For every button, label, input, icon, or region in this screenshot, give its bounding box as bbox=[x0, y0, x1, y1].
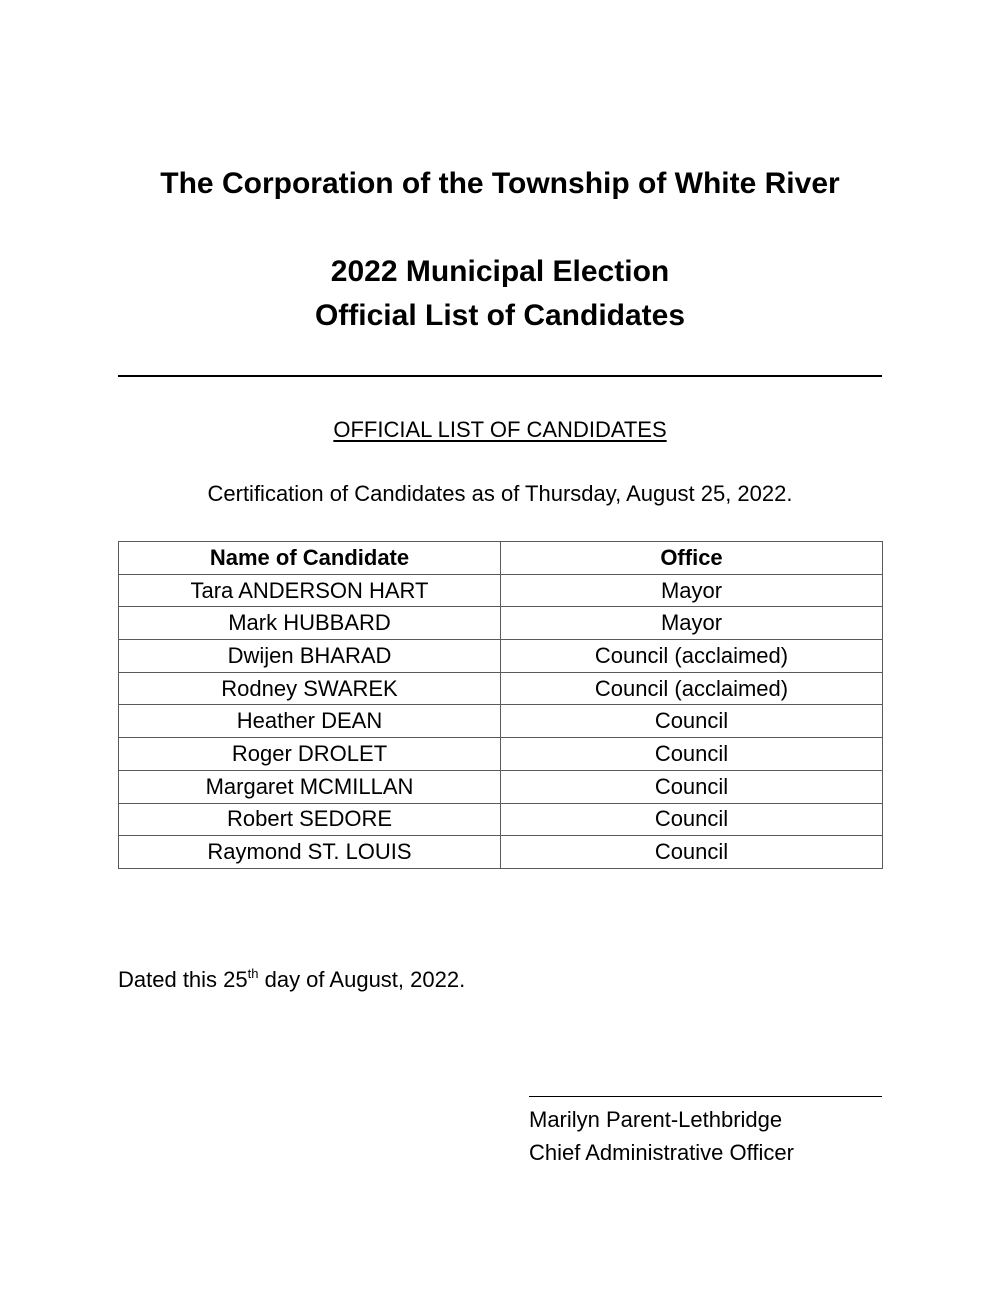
horizontal-divider bbox=[118, 375, 882, 377]
signatory-name: Marilyn Parent-Lethbridge bbox=[529, 1107, 783, 1132]
candidate-name: Mark HUBBARD bbox=[119, 607, 501, 640]
candidate-office: Council (acclaimed) bbox=[501, 672, 883, 705]
dated-prefix: Dated this 25 bbox=[118, 967, 248, 992]
column-header-name: Name of Candidate bbox=[119, 542, 501, 575]
election-title: 2022 Municipal Election bbox=[330, 255, 670, 288]
document-title: The Corporation of the Township of White River bbox=[160, 167, 840, 200]
dated-ordinal-suffix: th bbox=[247, 966, 259, 981]
candidate-name: Raymond ST. LOUIS bbox=[119, 836, 501, 869]
candidate-office: Council bbox=[501, 705, 883, 738]
candidate-office: Mayor bbox=[501, 607, 883, 640]
table-row bbox=[119, 836, 883, 869]
candidate-office: Mayor bbox=[501, 574, 883, 607]
candidate-name: Roger DROLET bbox=[119, 738, 501, 771]
dated-suffix: day of August, 2022. bbox=[258, 967, 466, 992]
table-row bbox=[119, 672, 883, 705]
candidate-office: Council bbox=[501, 803, 883, 836]
candidate-name: Rodney SWAREK bbox=[119, 672, 501, 705]
table-row bbox=[119, 705, 883, 738]
table-row bbox=[119, 738, 883, 771]
candidate-name: Robert SEDORE bbox=[119, 803, 501, 836]
section-heading: OFFICIAL LIST OF CANDIDATES bbox=[333, 417, 667, 442]
table-row bbox=[119, 607, 883, 640]
candidate-name: Margaret MCMILLAN bbox=[119, 770, 501, 803]
table-row bbox=[119, 574, 883, 607]
signature-line bbox=[529, 1096, 882, 1097]
list-title: Official List of Candidates bbox=[314, 299, 686, 332]
table-row bbox=[119, 770, 883, 803]
table-header-row bbox=[119, 542, 883, 575]
signatory-title: Chief Administrative Officer bbox=[529, 1140, 794, 1165]
candidate-office: Council (acclaimed) bbox=[501, 640, 883, 673]
candidate-name: Heather DEAN bbox=[119, 705, 501, 738]
table-row bbox=[119, 640, 883, 673]
candidate-office: Council bbox=[501, 836, 883, 869]
column-header-office: Office bbox=[501, 542, 883, 575]
candidate-name: Tara ANDERSON HART bbox=[119, 574, 501, 607]
table-row bbox=[119, 803, 883, 836]
candidates-table bbox=[118, 541, 883, 869]
candidate-office: Council bbox=[501, 738, 883, 771]
dated-statement bbox=[118, 966, 465, 994]
candidate-office: Council bbox=[501, 770, 883, 803]
candidate-name: Dwijen BHARAD bbox=[119, 640, 501, 673]
certification-text: Certification of Candidates as of Thursday, August 25, 2022. bbox=[207, 481, 793, 506]
